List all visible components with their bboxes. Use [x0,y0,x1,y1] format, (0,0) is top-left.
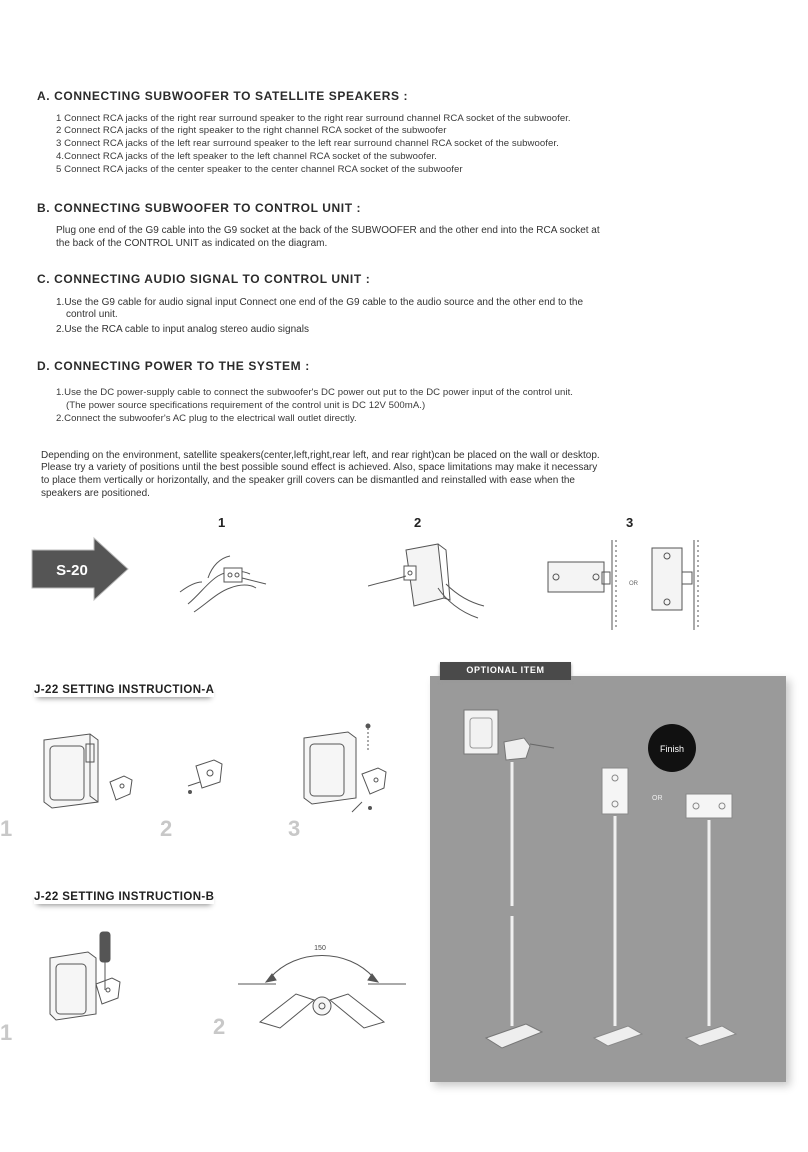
section-a-item: 5 Connect RCA jacks of the center speaker to the center channel RCA socket of the subwoofer [56,164,463,175]
placement-line: speakers are positioned. [41,488,150,499]
section-d-line: 2.Connect the subwoofer's AC plug to the electrical wall outlet directly. [56,413,357,424]
j22-b-angle-label: 150 [314,945,326,952]
optional-or-label: OR [652,795,663,802]
j22-a-step-number: 3 [288,816,301,841]
j22-a-step3-illustration [300,722,400,820]
j22-a-step1-illustration [38,730,138,810]
s20-arrow-badge [28,536,132,602]
finish-label: Finish [659,744,685,754]
j22-a-step-number: 1 [0,816,13,841]
s20-step-number: 3 [626,515,634,530]
s20-step-number: 2 [414,515,422,530]
s20-step2-illustration [368,540,488,622]
section-d-heading: D. CONNECTING POWER TO THE SYSTEM : [37,359,310,373]
j22-a-step2-illustration [184,756,234,796]
s20-badge-label: S-20 [56,562,88,579]
j22-a-heading: J-22 SETTING INSTRUCTION-A [34,684,215,696]
section-a-item: 4.Connect RCA jacks of the left speaker to the left channel RCA socket of the subwoofer. [56,151,437,162]
j22-b-step1-illustration [42,928,132,1024]
j22-b-step-number: 2 [213,1014,226,1039]
section-c-line: 2.Use the RCA cable to input analog stereo audio signals [56,324,309,335]
placement-line: Please try a variety of positions until the best possible sound effect is achieved. Also, space limitations may make it necessary [41,462,598,473]
section-b-line: the back of the CONTROL UNIT as indicated on the diagram. [56,238,328,249]
section-a-item: 1 Connect RCA jacks of the right rear surround speaker to the right rear surround channel RCA socket of the subwoofer. [56,113,571,124]
section-c-line: 1.Use the G9 cable for audio signal input Connect one end of the G9 cable to the audio source and the other end to the [56,297,584,308]
s20-or-label: OR [629,581,638,587]
section-c-heading: C. CONNECTING AUDIO SIGNAL TO CONTROL UNIT : [37,272,371,286]
s20-step1-illustration [178,548,270,618]
j22-b-step-number: 1 [0,1020,13,1045]
placement-line: to place them vertically or horizontally, and the speaker grill covers can be dismantled and reinstalled with ease when the [41,475,575,486]
section-c-line: control unit. [66,309,118,320]
j22-b-step2-illustration [236,936,408,1032]
section-a-heading: A. CONNECTING SUBWOOFER TO SATELLITE SPEAKERS : [37,89,409,103]
optional-item-tab-label: OPTIONAL ITEM [466,665,545,675]
optional-stands-illustration [430,676,786,1082]
s20-step-number: 1 [218,515,226,530]
j22-a-step-number: 2 [160,816,173,841]
section-a-item: 2 Connect RCA jacks of the right speaker to the right channel RCA socket of the subwoofer [56,125,447,136]
s20-step3-illustration [540,538,710,632]
section-b-heading: B. CONNECTING SUBWOOFER TO CONTROL UNIT : [37,201,362,215]
section-b-line: Plug one end of the G9 cable into the G9 socket at the back of the SUBWOOFER and the other end into the RCA socket at [56,225,600,236]
placement-line: Depending on the environment, satellite speakers(center,left,right,rear left, and rear right)can be placed on the wall or desktop. [41,450,600,461]
section-a-item: 3 Connect RCA jacks of the left rear surround speaker to the left rear surround channel RCA socket of the subwoofer. [56,138,559,149]
j22-b-heading: J-22 SETTING INSTRUCTION-B [34,891,215,903]
section-d-line: (The power source specifications requirement of the control unit is DC 12V 500mA.) [66,400,426,411]
section-d-line: 1.Use the DC power-supply cable to connect the subwoofer's DC power out put to the DC power input of the control unit. [56,387,574,398]
